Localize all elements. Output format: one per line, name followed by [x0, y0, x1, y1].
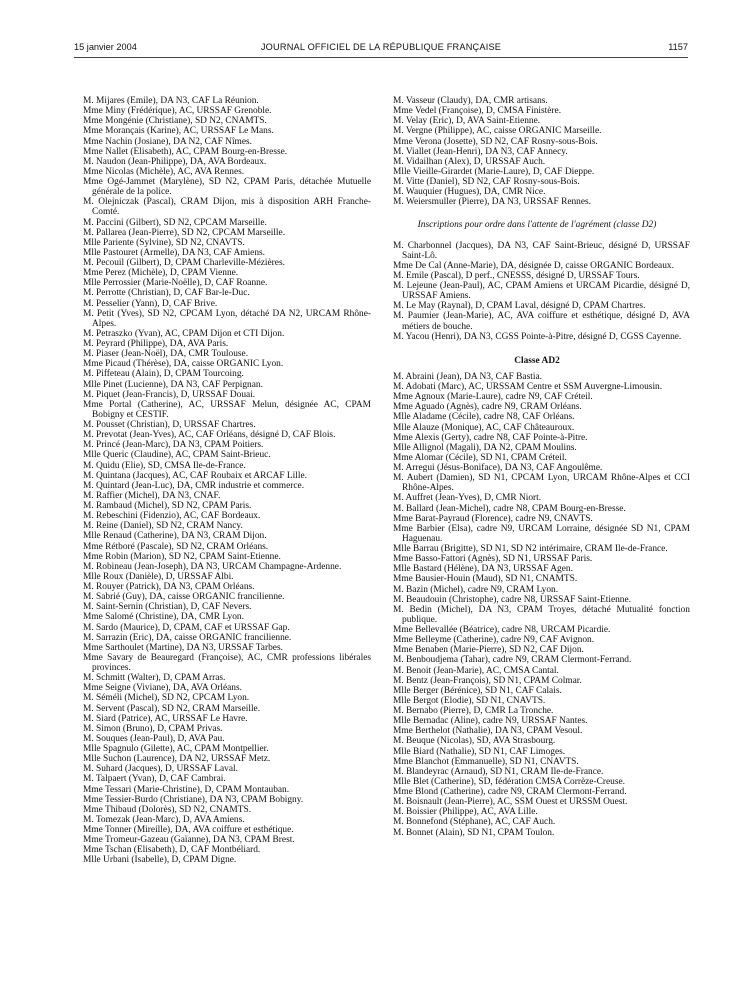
list-entry: Mlle Alauze (Monique), AC, CAF Châteauroux. [393, 422, 575, 433]
list-entry: Mlle Pastouret (Armelle), DA N3, CAF Amiens. [83, 247, 266, 258]
list-entry: Mme Savary de Beauregard (Françoise), AC, CMR professions libérales provinces. [83, 652, 371, 673]
list-entry: Mlle Bastard (Hélène), DA N3, URSSAF Agen. [393, 564, 573, 575]
list-entry: Mme Blond (Catherine), cadre N9, CRAM Clermont-Ferrand. [393, 787, 627, 797]
list-entry: M. Raffier (Michel), DA N3, CNAF. [83, 490, 221, 501]
list-entry: M. Vasseur (Claudy), DA, CMR artisans. [393, 96, 548, 106]
list-entry: M. Weiersmuller (Pierre), DA N3, URSSAF Rennes. [393, 197, 592, 208]
list-entry: M. Naudon (Jean-Philippe), DA, AVA Bordeaux. [83, 156, 267, 167]
list-entry: Mlle Queric (Claudine), AC, CPAM Saint-Brieuc. [83, 450, 271, 461]
list-entry: Mme Thibaud (Dolorès), SD N2, CNAMTS. [83, 804, 252, 815]
list-entry: M. Le May (Raynal), D, CPAM Laval, désigné D, CPAM Chartres. [393, 301, 646, 312]
list-entry: M. Lejeune (Jean-Paul), AC, CPAM Amiens et URCAM Picardie, désigné D, URSSAF Amiens. [393, 281, 690, 302]
list-entry: M. Bonnefond (Stéphane), AC, CAF Auch. [393, 817, 556, 828]
list-entry: M. Reine (Daniel), SD N2, CRAM Nancy. [83, 521, 243, 532]
list-entry: M. Suhard (Jacques), D, URSSAF Laval. [83, 764, 238, 775]
list-entry: M. Sabrié (Guy), DA, caisse ORGANIC francilienne. [83, 592, 285, 603]
list-entry: Mme Tonner (Mireille), DA, AVA coiffure et esthétique. [83, 825, 294, 835]
list-entry: M. Benoit (Jean-Marie), AC, CMSA Cantal. [393, 665, 559, 676]
list-entry: M. Paumier (Jean-Marie), AC, AVA coiffure et esthétique, désigné D, AVA métiers de bouche. [393, 311, 690, 332]
list-entry: Mme Alomar (Cécile), SD N1, CPAM Créteil. [393, 452, 567, 463]
list-entry: Mme Tessier-Burdo (Christiane), DA N3, CPAM Bobigny. [83, 794, 304, 805]
list-entry: Mme Benaben (Marie-Pierre), SD N2, CAF Dijon. [393, 645, 584, 656]
list-entry: Mme De Cal (Anne-Marie), DA, désignée D, caisse ORGANIC Bordeaux. [393, 260, 674, 271]
list-entry: M. Quidu (Elie), SD, CMSA Ile-de-France. [83, 460, 246, 471]
list-entry: M. Rambaud (Michel), SD N2, CPAM Paris. [83, 501, 252, 511]
list-entry: M. Schmitt (Walter), D, CPAM Arras. [83, 673, 226, 684]
list-entry: M. Charbonnel (Jacques), DA N3, CAF Saint-Brieuc, désigné D, URSSAF Saint-Lô. [393, 240, 690, 261]
list-entry: M. Sarrazin (Eric), DA, caisse ORGANIC francilienne. [83, 632, 292, 643]
list-entry: M. Bedin (Michel), DA N3, CPAM Troyes, détaché Mutualité fonction publique. [393, 604, 690, 625]
list-entry: Mme Belleyme (Catherine), cadre N9, CAF Avignon. [393, 635, 595, 646]
list-entry: Mme Berthelot (Nathalie), DA N3, CPAM Vesoul. [393, 726, 583, 737]
list-entry: Mlle Pariente (Sylvine), SD N2, CNAVTS. [83, 237, 245, 248]
header-title: JOURNAL OFFICIEL DE LA RÉPUBLIQUE FRANÇAISE [260, 42, 502, 52]
list-entry: Mlle Spagnulo (Gilette), AC, CPAM Montpellier. [83, 744, 269, 754]
list-entry: M. Souques (Jean-Paul), D, AVA Pau. [83, 733, 225, 744]
list-entry: Mme Salomé (Christine), DA, CMR Lyon. [83, 612, 244, 623]
list-entry: Mlle Berger (Bérénice), SD N1, CAF Calais. [393, 685, 562, 696]
list-entry: M. Adobati (Marc), AC, URSSAM Centre et SSM Auvergne-Limousin. [393, 382, 663, 392]
list-entry: Mlle Barrau (Brigitte), SD N1, SD N2 intérimaire, CRAM Ile-de-France. [393, 544, 668, 554]
list-entry: M. Viallet (Jean-Henri), DA N3, CAF Annecy. [393, 146, 568, 157]
list-entry: M. Bentz (Jean-François), SD N1, CPAM Colmar. [393, 675, 582, 686]
list-entry: M. Boisnault (Jean-Pierre), AC, SSM Ouest et URSSM Ouest. [393, 797, 628, 808]
list-entry: Mlle Bergot (Elodie), SD N1, CNAVTS. [393, 695, 546, 706]
list-entry: Mlle Blet (Catherine), SD, fédération CMSA Corrèze-Creuse. [393, 776, 625, 787]
list-entry: M. Vitte (Daniel), SD N2, CAF Rosny-sous-Bois. [393, 177, 580, 187]
list-entry: Mlle Biard (Nathalie), SD N1, CAF Limoges. [393, 746, 566, 757]
list-entry: M. Rouyer (Patrick), DA N3, CPAM Orléans. [83, 582, 255, 592]
list-entry: M. Princé (Jean-Marc), DA N3, CPAM Poitiers. [83, 440, 264, 451]
list-entry: Mme Rétboré (Pascale), SD N2, CRAM Orléans. [83, 541, 269, 552]
list-entry: M. Saint-Sernin (Christian), D, CAF Nevers. [83, 602, 252, 613]
list-entry: M. Mijares (Emile), DA N3, CAF La Réunion. [83, 96, 259, 106]
list-entry: Mlle Allignol (Magali), DA N2, CPAM Moulins. [393, 442, 577, 453]
list-entry: Mme Picaud (Thérèse), DA, caisse ORGANIC Lyon. [83, 359, 284, 370]
list-entry: M. Paccini (Gilbert), SD N2, CPCAM Marseille. [83, 217, 267, 228]
header-rule [74, 57, 688, 58]
list-entry: M. Wauquier (Hugues), DA, CMR Nice. [393, 187, 546, 198]
list-entry: Mlle Renaud (Catherine), DA N3, CRAM Dijon. [83, 531, 267, 542]
list-entry: M. Pesselier (Yann), D, CAF Brive. [83, 298, 218, 309]
list-entry: M. Bernabo (Pierre), D, CMR La Tronche. [393, 706, 554, 716]
list-entry: M. Siard (Patrice), AC, URSSAF Le Havre. [83, 713, 248, 724]
list-entry: Mlle Roux (Danièle), D, URSSAF Albi. [83, 571, 234, 582]
list-entry: M. Beaudouin (Christophe), cadre N8, URSSAF Saint-Etienne. [393, 594, 631, 605]
classe-list [384, 372, 690, 838]
list-entry: Mme Aguado (Agnès), cadre N9, CRAM Orléans. [393, 402, 582, 413]
list-entry: M. Beuque (Nicolas), SD, AVA Strasbourg. [393, 736, 556, 747]
list-entry: Mme Nallet (Elisabeth), AC, CPAM Bourg-en-Bresse. [83, 146, 288, 157]
list-entry: M. Bonnet (Alain), SD N1, CPAM Toulon. [393, 827, 555, 838]
list-entry: Mlle Bernadac (Aline), cadre N9, URSSAF Nantes. [393, 716, 588, 727]
left-column [74, 96, 371, 866]
list-entry: Mme Bellevallée (Béatrice), cadre N8, URCAM Picardie. [393, 625, 611, 635]
list-entry: Mlle Vieille-Girardet (Marie-Laure), D, CAF Dieppe. [393, 166, 595, 177]
list-entry: Mme Sarthoulet (Martine), DA N3, URSSAF Tarbes. [83, 642, 283, 653]
list-entry: Mme Mongénie (Christiane), SD N2, CNAMTS. [83, 116, 267, 127]
list-entry: M. Benboudjema (Tahar), cadre N9, CRAM Clermont-Ferrand. [393, 655, 632, 666]
list-entry: Mlle Perrossier (Marie-Noëlle), D, CAF Roanne. [83, 278, 268, 289]
inscriptions-list [384, 241, 690, 342]
list-entry: M. Ballard (Jean-Michel), cadre N8, CPAM Bourg-en-Bresse. [393, 503, 626, 514]
list-entry: M. Aubert (Damien), SD N1, CPCAM Lyon, URCAM Rhône-Alpes et CCI Rhône-Alpes. [393, 473, 690, 494]
list-entry: M. Vergne (Philippe), AC, caisse ORGANIC Marseille. [393, 126, 602, 137]
list-entry: M. Perrotte (Christian), D, CAF Bar-le-Duc. [83, 288, 250, 299]
list-entry: M. Yacou (Henri), DA N3, CGSS Pointe-à-Pitre, désigné D, CGSS Cayenne. [393, 331, 682, 342]
page-header [74, 42, 688, 56]
list-entry: Mme Barat-Payraud (Florence), cadre N9, CNAVTS. [393, 513, 593, 524]
list-entry: M. Arregui (Jésus-Boniface), DA N3, CAF Angoulême. [393, 463, 603, 473]
list-entry: M. Piaser (Jean-Noël), DA, CMR Toulouse. [83, 349, 249, 360]
list-entry: Mlle Pinet (Lucienne), DA N3, CAF Perpignan. [83, 379, 263, 390]
list-entry: Mlle Suchon (Laurence), DA N2, URSSAF Metz. [83, 754, 271, 765]
list-entry: M. Peyrard (Philippe), DA, AVA Paris. [83, 339, 229, 349]
list-entry: M. Petit (Yves), SD N2, CPCAM Lyon, détaché DA N2, URCAM Rhône-Alpes. [83, 308, 371, 329]
list-entry: Mme Perez (Michèle), D, CPAM Vienne. [83, 268, 239, 279]
header-date: 15 janvier 2004 [74, 42, 137, 52]
list-entry: M. Pecouil (Gilbert), D, CPAM Charleville-Mézières. [83, 258, 285, 268]
list-entry: M. Pousset (Christian), D, URSSAF Chartres. [83, 420, 256, 430]
list-entry: Mme Ogé-Jammet (Marylène), SD N2, CPAM Paris, détachée Mutuelle générale de la police. [83, 177, 371, 198]
list-entry: M. Robineau (Jean-Joseph), DA N3, URCAM Champagne-Ardenne. [83, 561, 342, 572]
list-entry: Mme Portal (Catherine), AC, URSSAF Melun, désignée AC, CPAM Bobigny et CESTIF. [83, 399, 371, 420]
list-entry: M. Quintana (Jacques), AC, CAF Roubaix et ARCAF Lille. [83, 470, 307, 481]
list-entry: Mme Tessari (Marie-Christine), D, CPAM Montauban. [83, 784, 290, 795]
list-entry: Mme Agnoux (Marie-Laure), cadre N9, CAF Créteil. [393, 392, 593, 403]
list-entry: M. Séméli (Michel), SD N2, CPCAM Lyon. [83, 693, 250, 704]
list-entry: Mme Basso-Fattori (Agnès), SD N1, URSSAF Paris. [393, 554, 593, 565]
list-entry: M. Talpaert (Yvan), D, CAF Cambrai. [83, 774, 226, 785]
list-entry: M. Servent (Pascal), SD N2, CRAM Marseille. [83, 703, 261, 714]
right-column-top-list [384, 96, 690, 207]
right-column [384, 96, 690, 838]
list-entry: M. Quintard (Jean-Luc), DA, CMR industrie et commerce. [83, 480, 305, 491]
list-entry: M. Prevotat (Jean-Yves), AC, CAF Orléans, désigné D, CAF Blois. [83, 430, 336, 441]
list-entry: Mme Verona (Josette), SD N2, CAF Rosny-sous-Bois. [393, 136, 598, 147]
list-entry: Mme Miny (Frédérique), AC, URSSAF Grenoble. [83, 106, 272, 117]
list-entry: M. Vidailhan (Alex), D, URSSAF Auch. [393, 156, 546, 167]
list-entry: M. Pallarea (Jean-Pierre), SD N2, CPCAM Marseille. [83, 227, 286, 238]
list-entry: Mme Vedel (Françoise), D, CMSA Finistère. [393, 106, 562, 117]
list-entry: M. Tomezak (Jean-Marc), D, AVA Amiens. [83, 814, 245, 825]
list-entry: M. Piffeteau (Alain), D, CPAM Tourcoing. [83, 369, 244, 380]
list-entry: Mme Alexis (Gerty), cadre N8, CAF Pointe-à-Pitre. [393, 432, 588, 443]
classe-heading: Classe AD2 [514, 355, 560, 366]
list-entry: Mme Morançais (Karine), AC, URSSAF Le Mans. [83, 126, 274, 137]
list-entry: Mme Tromeur-Gazeau (Gaïanne), DA N3, CPAM Brest. [83, 835, 295, 846]
list-entry: M. Olejniczak (Pascal), CRAM Dijon, mis à disposition ARH Franche-Comté. [83, 197, 371, 218]
list-entry: M. Auffret (Jean-Yves), D, CMR Niort. [393, 493, 542, 504]
list-entry: Mme Seigne (Viviane), DA, AVA Orléans. [83, 683, 242, 694]
list-entry: M. Velay (Eric), D, AVA Saint-Etienne. [393, 116, 541, 127]
spacer [384, 207, 690, 220]
list-entry: M. Rebeschini (Fidenzio), AC, CAF Bordeaux. [83, 511, 261, 522]
list-entry: Mme Nicolas (Michèle), AC, AVA Rennes. [83, 166, 245, 177]
list-entry: M. Emile (Pascal), D perf., CNESSS, désigné D, URSSAF Tours. [393, 270, 640, 281]
spacer [384, 342, 690, 356]
list-entry: M. Boissier (Philippe), AC, AVA Lille. [393, 807, 538, 818]
list-entry: Mme Barbier (Elsa), cadre N9, URCAM Lorraine, désignée SD N1, CPAM Haguenau. [393, 523, 690, 544]
list-entry: Mlle Urbani (Isabelle), D, CPAM Digne. [83, 855, 237, 866]
list-entry: M. Sardo (Maurice), D, CPAM, CAF et URSSAF Gap. [83, 622, 290, 633]
list-entry: Mme Robin (Marion), SD N2, CPAM Saint-Etienne. [83, 551, 281, 562]
spacer [384, 231, 690, 241]
list-entry: Mme Blanchot (Emmanuelle), SD N1, CNAVTS. [393, 756, 579, 767]
list-entry: M. Bazin (Michel), cadre N9, CRAM Lyon. [393, 584, 559, 595]
list-entry: Mlle Aladame (Cécile), cadre N8, CAF Orléans. [393, 412, 575, 423]
list-entry: M. Petraszko (Yvan), AC, CPAM Dijon et CTI Dijon. [83, 328, 285, 339]
list-entry: M. Simon (Bruno), D, CPAM Privas. [83, 723, 223, 734]
list-entry: Mme Bausier-Houin (Maud), SD N1, CNAMTS. [393, 574, 578, 585]
list-entry: M. Blandeyrac (Arnaud), SD N1, CRAM Ile-de-France. [393, 766, 604, 777]
list-entry: Mme Tschan (Elisabeth), D, CAF Montbéliard. [83, 845, 261, 856]
list-entry: Mme Nachin (Josiane), DA N2, CAF Nîmes. [83, 136, 252, 147]
header-page-number: 1157 [668, 42, 688, 52]
list-entry: M. Piquet (Jean-Francis), D, URSSAF Douai. [83, 389, 256, 400]
inscriptions-heading: Inscriptions pour ordre dans l'attente de l'agrément (classe D2) [417, 220, 657, 231]
list-entry: M. Abraini (Jean), DA N3, CAF Bastia. [393, 371, 542, 382]
